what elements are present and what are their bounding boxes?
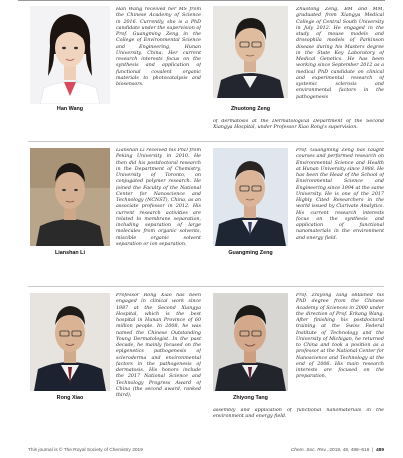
person-bio: Professor Rong Xiao has been engaged in clinical work since 1987 at the Second Xiangya Hospital, which is the best hospital in Hunan Province of 60 million people. In 2008, he was named the Chinese Outstanding Young Dermatologist. In the past decade, he mainly focused on the epigenetics pathogenesis of scleroderma and environmental factors in the pathogenesis of dermatosis. His honors include the 2017 National Science and Technology Progress Award of China (the second award, ranked third). [116, 293, 201, 398]
section-divider [28, 286, 384, 287]
copyright-notice: This journal is © The Royal Society of Chemistry 2019 [28, 448, 143, 453]
portrait-rong-xiao [30, 293, 110, 391]
portrait-han-wang [30, 6, 110, 104]
bio-continuation: assembly and application of functional nanomaterials in the environment and energy field. [213, 408, 384, 420]
person-bio: Lianshan Li received his PhD from Peking University in 2010. He then did his postdoctoral research in the Department of Chemistry, University of Toronto, on conjugated polymer research. He joined the Faculty of the National Center for Nanoscience and Technology (NCNST), China, as an associate professor in 2012. His current research activities are related to membrane separation, including separation of large molecules from organic solvents, miscible organic solvent separation or ion separation. [116, 148, 201, 247]
person-name: Zhuotong Zeng [230, 106, 271, 112]
portrait-zhiyong-tang [213, 293, 288, 391]
portrait-guangming-zeng [213, 148, 288, 246]
journal-name: Chem. Soc. Rev. [290, 448, 327, 453]
portrait-lianshan-li [30, 148, 110, 246]
person-bio: Prof. Zhiyong Tang obtained his PhD degree from the Chinese Academy of Sciences in 2000 under the direction of Prof. Erkang Wang. After finishing his postdoctoral training at the Swiss Federal Institute of Technology and the University of Michigan, he returned to China and took a position as a professor at the National Center for Nanoscience and Technology at the end of 2006. His main research interests are focused on the preparation, [296, 293, 384, 380]
page-number: 489 [375, 448, 384, 453]
section-divider [28, 141, 384, 142]
person-bio: Zhuotong Zeng, BM and MM, graduated from Xiangya Medical College of Central South University in July 2012. He engaged in the study of mouse models and drosophila models of Parkinson disease during his Masters degree in the State Key Laboratory of Medical Genetics. He has been working since September 2012 as a medical PhD candidate on clinical and experimental research of systemic sclerosis and environmental factors in the pathogenesis [296, 7, 384, 100]
person-name: Rong Xiao [56, 395, 84, 401]
bio-continuation: of dermatosis at the Dermatological Department of the Second Xiangya Hospital, under Professor Xiao Rong's supervision. [213, 119, 384, 131]
journal-citation: Chem. Soc. Rev., 2019, 48, 488–516 | 489 [290, 448, 384, 453]
person-name: Han Wang [56, 106, 84, 112]
page-top-rule [18, 0, 385, 3]
person-name: Guangming Zeng [228, 250, 273, 256]
citation-details: , 2019, 48, 488–516 [326, 448, 370, 453]
person-name: Lianshan Li [55, 250, 85, 256]
portrait-zhuotong-zeng [213, 6, 288, 98]
page-footer [28, 446, 384, 456]
person-bio: Prof. Guangming Zeng has taught courses and performed research on Environmental Science and Health at Hunan University since 1988. He has been the Head of the School of Environmental Science and Engineering since 1994 at the same University. He is one of the 2017 Highly Cited Researchers in the world issued by Clarivate Analytics. His current research interests focus on the synthesis and application of functional nanomaterials in the environment and energy field. [296, 148, 384, 241]
person-name: Zhiyong Tang [233, 395, 268, 401]
person-bio: Han Wang received her MS from the Chinese Academy of Science in 2016. Currently, she is a PhD candidate under the supervision of Prof. Guangming Zeng in the College of Environmental Science and Engineering, Hunan University, China. Her current research interests focus on the synthesis and application of functional covalent organic materials to photocatalysis and biosensors. [116, 7, 201, 87]
